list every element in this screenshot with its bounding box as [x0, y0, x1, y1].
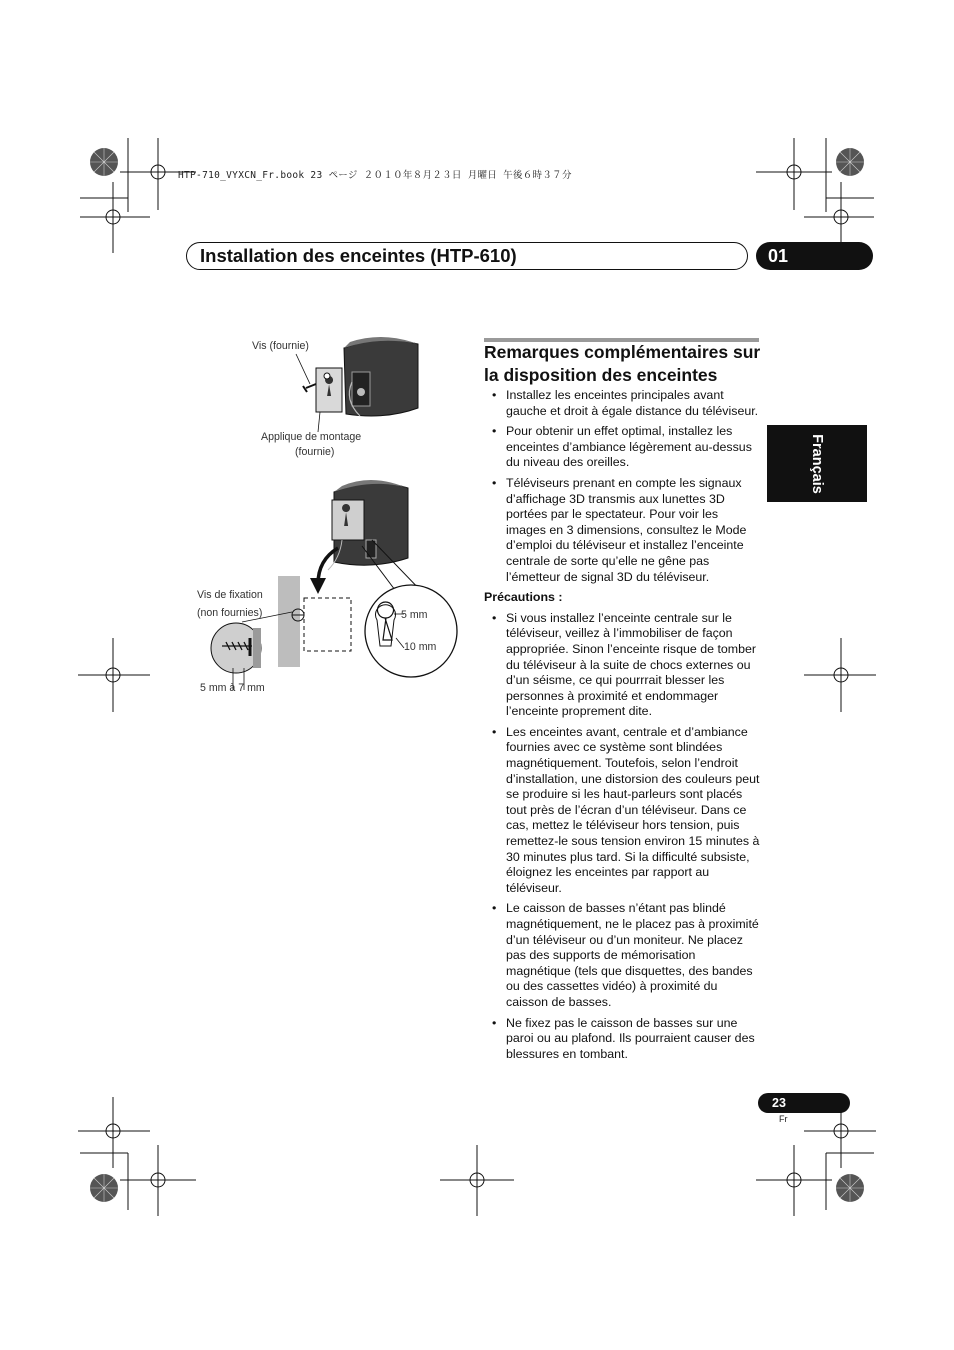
notes-body — [484, 388, 761, 1067]
label-bracket-line1: Applique de montage — [261, 431, 362, 443]
page-number: 23 — [758, 1093, 850, 1113]
speaker-side-view-icon — [328, 480, 408, 570]
language-tab-label: Français — [809, 433, 825, 494]
label-slot-dimension: 10 mm — [404, 641, 437, 653]
list-item: • Le caisson de basses n’étant pas blindé magnétiquement, ne le placez pas à proximité d’un téléviseur ou d’un moniteur. Ne placez pas des supports de mémorisation magnétique (tels que disquettes, des bandes ou des cassettes vidéo) à proximité du caisson de basses. — [492, 901, 759, 1009]
label-bracket-line2: (fournie) — [295, 446, 335, 458]
keyhole-detail-magnifier-icon — [365, 585, 457, 677]
print-info-line: HTP-710_VYXCN_Fr.book 23 ページ ２０１０年８月２３日 月曜日 午後６時３７分 — [178, 170, 572, 181]
page-title: Installation des enceintes (HTP-610) — [200, 245, 517, 266]
list-item: • Ne fixez pas le caisson de basses sur une paroi ou au plafond. Ils pourraient causer des blessures en tombant. — [492, 1015, 755, 1061]
label-head-dimension: 5 mm — [401, 609, 428, 621]
screw-icon — [296, 354, 316, 392]
list-item: • Les enceintes avant, centrale et d’ambiance fournies avec ce système sont blindées magnétiquement. Toutefois, selon l’endroit d’installation, une distorsion des couleurs peut se produire si les haut-parleurs sont placés tout près de l’écran d’un téléviseur. Dans ce cas, mettez le téléviseur hors tension, puis remettez-le sous tension environ 15 minutes à 30 minutes plus tard. Si la difficulté subsiste, éloignez les enceintes par rapport au téléviseur. — [492, 724, 760, 895]
wall-bracket-icon — [316, 368, 342, 412]
speaker-rear-view-icon — [344, 337, 418, 416]
precautions-heading: Précautions : — [484, 590, 563, 605]
label-screw-supplied: Vis (fournie) — [252, 340, 309, 352]
list-item: • Pour obtenir un effet optimal, installez les enceintes d’ambiance légèrement au-dessus du niveau des oreilles. — [492, 424, 752, 470]
chapter-badge: 01 — [756, 242, 873, 270]
label-fix-screw-line2: (non fournies) — [197, 607, 263, 619]
page-language: Fr — [779, 1114, 788, 1124]
screw-detail-magnifier-icon — [211, 623, 261, 690]
wall-section — [278, 576, 300, 667]
list-item: • Si vous installez l’enceinte centrale sur le téléviseur, veillez à l’immobiliser de façon appropriée. Sinon l’enceinte risque de tomber du téléviseur à la suite de chocs externes ou d’un séisme, ce qui pourrrait blesser les personnes à proximité et endommager l’enceinte proprement dite. — [492, 610, 757, 719]
list-item: • Téléviseurs prenant en compte les signaux d’affichage 3D transmis aux lunettes 3D portées par le spectateur. Pour voir les images en 3 dimensions, consultez le Mode d’emploi du téléviseur et installez l’enceinte centrale de sorte qu’elle ne gêne pas l’émetteur de signal 3D du téléviseur. — [492, 475, 747, 584]
section-title: Remarques complémentaires sur la disposition des enceintes — [484, 342, 761, 385]
label-protrusion-dimension: 5 mm à 7 mm — [200, 682, 265, 694]
list-item: • Installez les enceintes principales avant gauche et droit à égale distance du téléviseur. — [492, 388, 759, 418]
label-fix-screw-line1: Vis de fixation — [197, 589, 263, 601]
